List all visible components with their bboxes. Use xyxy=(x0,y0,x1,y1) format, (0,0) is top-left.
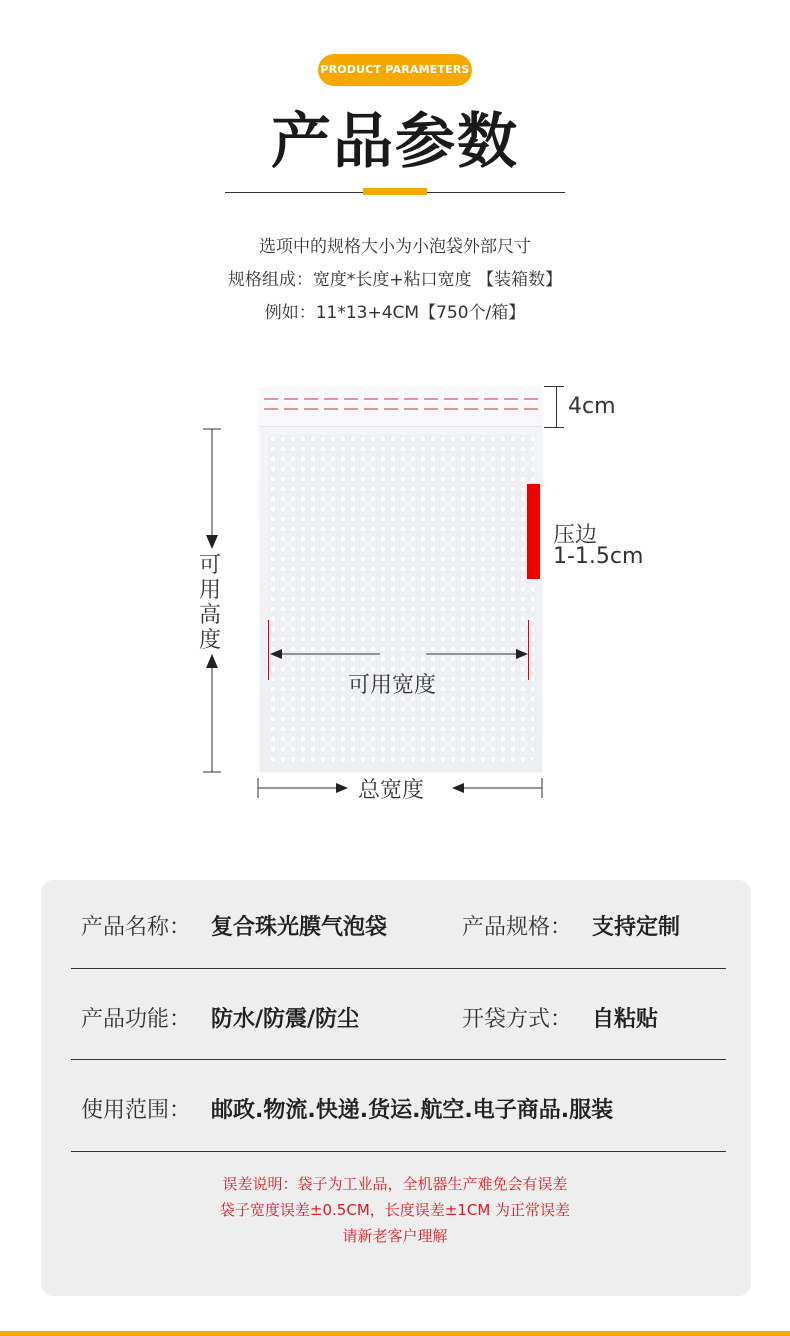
bubble-bag-image xyxy=(260,388,542,772)
usable-width-arrows xyxy=(268,645,530,663)
total-width-label: 总宽度 xyxy=(358,778,425,803)
product-name-value: 复合珠光膜气泡袋 xyxy=(211,915,388,940)
product-parameters-badge: PRODUCT PARAMETERS xyxy=(318,54,472,86)
product-function-value: 防水/防震/防尘 xyxy=(211,1007,360,1032)
usable-width-label: 可用宽度 xyxy=(348,673,437,698)
intro-line-3: 例如：11*13+4CM【750个/箱】 xyxy=(264,303,526,323)
page-title: 产品参数 xyxy=(271,107,519,177)
usable-height-char-1: 可 xyxy=(199,553,222,578)
tolerance-note-line-2: 袋子宽度误差±0.5CM，长度误差±1CM 为正常误差 xyxy=(219,1201,571,1219)
spec-divider-3 xyxy=(71,1151,726,1152)
flap-dim-line xyxy=(556,386,557,428)
seal-label-1: 压边 xyxy=(553,523,598,548)
adhesive-flap xyxy=(260,388,542,427)
product-spec-key: 产品规格： xyxy=(462,915,573,940)
usable-height-char-4: 度 xyxy=(199,628,222,653)
title-accent-bar xyxy=(363,188,427,195)
open-method-value: 自粘贴 xyxy=(592,1007,659,1032)
product-function-key: 产品功能： xyxy=(81,1007,192,1032)
product-spec-value: 支持定制 xyxy=(592,915,681,940)
flap-dim-top-tick xyxy=(544,386,564,387)
bottom-accent-bar xyxy=(0,1331,790,1336)
open-method-key: 开袋方式： xyxy=(462,1007,573,1032)
tolerance-note-line-1: 误差说明：袋子为工业品，全机器生产难免会有误差 xyxy=(222,1175,568,1193)
seal-label-2: 1-1.5cm xyxy=(553,544,644,569)
tolerance-note-line-3: 请新老客户理解 xyxy=(342,1227,448,1245)
usable-height-char-3: 高 xyxy=(199,603,222,628)
intro-line-2: 规格组成：宽度*长度+粘口宽度 【装箱数】 xyxy=(227,270,563,290)
flap-width-label: 4cm xyxy=(568,394,616,419)
intro-line-1: 选项中的规格大小为小泡袋外部尺寸 xyxy=(259,237,531,257)
usage-scope-value: 邮政.物流.快递.货运.航空.电子商品.服装 xyxy=(211,1098,614,1123)
flap-dim-bottom-tick xyxy=(544,427,564,428)
seal-edge-marker xyxy=(527,484,540,579)
bubble-texture xyxy=(268,434,534,762)
usage-scope-key: 使用范围： xyxy=(81,1098,192,1123)
usable-height-char-2: 用 xyxy=(199,578,222,603)
spec-divider-2 xyxy=(71,1059,726,1060)
product-name-key: 产品名称： xyxy=(81,915,192,940)
spec-divider-1 xyxy=(71,968,726,969)
